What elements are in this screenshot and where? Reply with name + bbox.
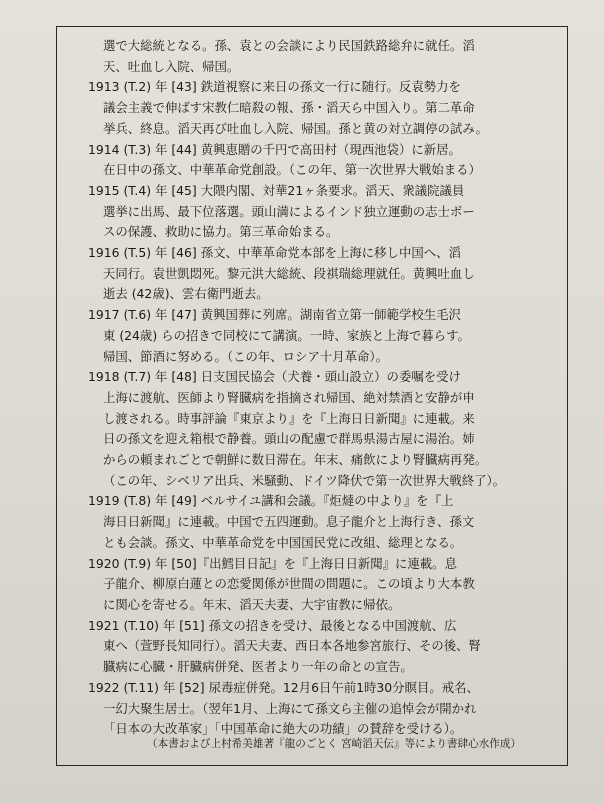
text-line: 天、吐血し入院、帰国。 <box>103 58 240 74</box>
entry-1916 <box>88 243 528 305</box>
text-line: からの頼まれごとで朝鮮に数日滞在。年末、痛飲により腎臓病再発。 <box>103 452 488 468</box>
entry-heading-line: 1915 (T.4) 年 [45] 大隈内閣、対華21ヶ条要求。滔天、衆議院議員 <box>88 182 465 198</box>
text-line: 東 (24歳) らの招きで同校にて講演。一時、家族と上海で暮らす。 <box>103 327 470 343</box>
text-line: 選挙に出馬、最下位落選。頭山満によるインド独立運動の志士ボー <box>103 203 475 219</box>
text-line: スの保護、救助に協力。第三革命始まる。 <box>103 224 339 240</box>
entry-heading-line: 1918 (T.7) 年 [48] 日支国民協会（犬養・頭山設立）の委嘱を受け <box>88 369 461 385</box>
entry-1914 <box>88 140 528 181</box>
entry-heading-line: 1921 (T.10) 年 [51] 孫文の招きを受け、最後となる中国渡航、広 <box>88 617 457 633</box>
chronology-text <box>88 36 528 740</box>
text-line: 選で大総統となる。孫、袁との会談により民国鉄路総弁に就任。滔 <box>103 38 475 53</box>
text-line: 在日中の孫文、中華革命党創設。（この年、第一次世界大戦始まる） <box>103 162 481 178</box>
text-line: 上海に渡航、医師より腎臓病を指摘され帰国、絶対禁酒と安静が申 <box>103 389 475 405</box>
text-line: に関心を寄せる。年末、滔天夫妻、大宇宙教に帰依。 <box>103 596 401 612</box>
entry-1920 <box>88 554 528 616</box>
entry-heading-line: 1913 (T.2) 年 [43] 鉄道視察に来日の孫文一行に随行。反袁勢力を <box>88 79 461 95</box>
text-line: 天同行。袁世凱悶死。黎元洪大総統、段祺瑞総理就任。黄興吐血し <box>103 265 475 281</box>
entry-heading-line: 1914 (T.3) 年 [44] 黄興恵贈の千円で高田村（現西池袋）に新居。 <box>88 141 461 157</box>
text-line: 臓病に心臓・肝臓病併発、医者より一年の命との宣告。 <box>103 659 413 675</box>
entry-heading-line: 1917 (T.6) 年 [47] 黄興国葬に列席。湖南省立第一師範学校生毛沢 <box>88 307 461 323</box>
text-line: とも会談。孫文、中華革命党を中国国民党に改組、総理となる。 <box>103 534 463 550</box>
entry-1913 <box>88 77 528 139</box>
entry-heading-line: 1916 (T.5) 年 [46] 孫文、中華革命党本部を上海に移し中国へ、滔 <box>88 245 461 261</box>
text-line: 海日日新聞』に連載。中国で五四運動。息子龍介と上海行き、孫文 <box>103 514 475 530</box>
entry-1919 <box>88 491 528 553</box>
source-note-text: （本書および上村希美雄著『龍のごとく 宮崎滔天伝』等により書肆心水作成） <box>146 738 522 750</box>
entry-1921 <box>88 616 528 678</box>
text-line: 挙兵、終息。滔天再び吐血し入院、帰国。孫と黄の対立調停の試み。 <box>103 120 488 136</box>
text-line: 一幻大聚生居士。（翌年1月、上海にて孫文ら主催の追悼会が開かれ <box>103 700 477 716</box>
text-line: 日の孫文を迎え箱根で静養。頭山の配慮で群馬県湯古屋に湯治。姉 <box>103 431 475 447</box>
entry-heading-line: 1919 (T.8) 年 [49] ベルサイユ講和会議。『炬燵の中より』を『上 <box>88 493 454 509</box>
text-line: 子龍介、柳原白蓮との恋愛関係が世間の問題に。この頃より大本教 <box>103 576 475 592</box>
entry-1917 <box>88 305 528 367</box>
entry-1915 <box>88 181 528 243</box>
text-line: 逝去 (42歳)、雲右衛門逝去。 <box>103 286 269 302</box>
entry-heading-line: 1920 (T.9) 年 [50]『出鱈目日記』を『上海日日新聞』に連載。息 <box>88 555 457 571</box>
text-line: 東へ（萱野長知同行）。滔天夫妻、西日本各地参宮旅行、その後、腎 <box>103 638 481 654</box>
text-line: 帰国、節酒に努める。（この年、ロシア十月革命）。 <box>103 348 388 364</box>
text-line: し渡される。時事評論『東京より』を『上海日日新聞』に連載。来 <box>103 410 475 426</box>
text-line: 「日本の大改革家」「中国革命に絶大の功績」の賛辞を受ける）。 <box>103 721 463 737</box>
entry-heading-line: 1922 (T.11) 年 [52] 尿毒症併発。12月6日午前1時30分瞑目。戒名、 <box>88 679 479 695</box>
source-note <box>0 737 604 751</box>
entry-1918 <box>88 367 528 491</box>
text-line: （この年、シベリア出兵、米騒動、ドイツ降伏で第一次世界大戦終了）。 <box>103 472 506 488</box>
text-line: 議会主義で伸ばす宋教仁暗殺の報、孫・滔天ら中国入り。第二革命 <box>103 100 475 116</box>
entry-1922 <box>88 678 528 740</box>
continuation-entry <box>88 36 528 77</box>
